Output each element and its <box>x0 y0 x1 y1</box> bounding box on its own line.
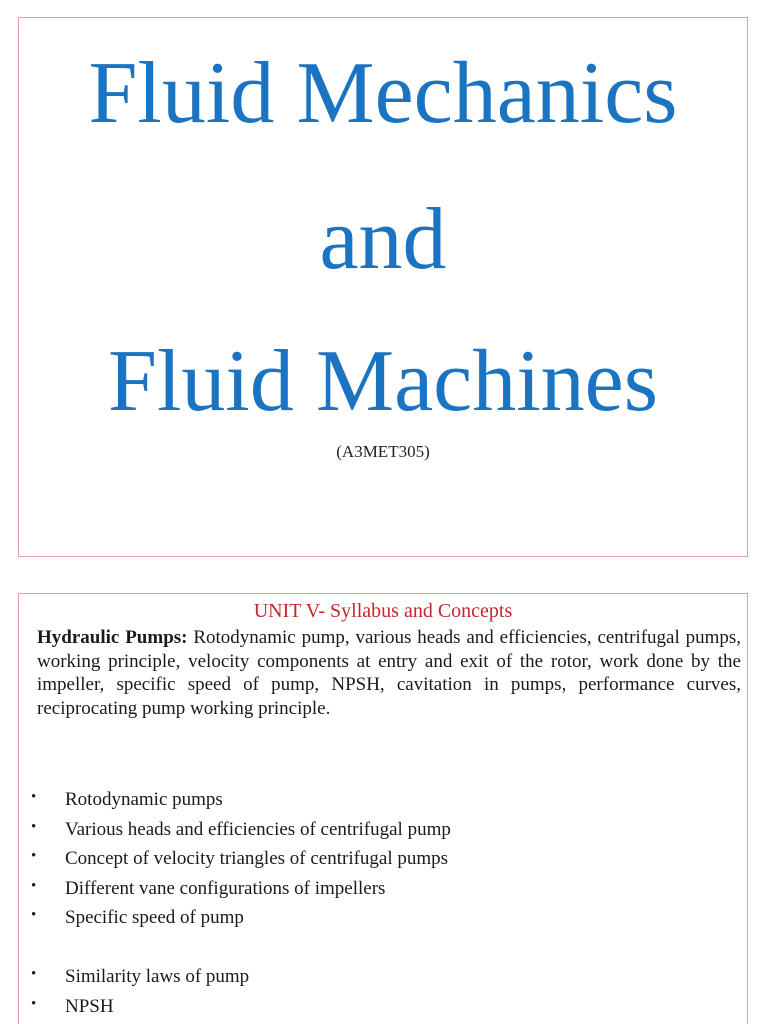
course-code: (A3MET305) <box>336 442 430 461</box>
bullet-icon: • <box>31 818 37 835</box>
list-item <box>31 789 737 819</box>
list-item <box>31 848 737 878</box>
title-line-and: and <box>319 191 447 288</box>
title-line-fluid-mechanics: Fluid Mechanics <box>88 45 678 142</box>
list-item <box>31 966 737 996</box>
list-item <box>31 996 737 1024</box>
list-item-text: Rotodynamic pumps <box>65 789 223 810</box>
bullet-icon: • <box>31 966 37 982</box>
title-line-fluid-machines: Fluid Machines <box>108 333 658 430</box>
list-item-text: Various heads and efficiencies of centrifugal pump <box>65 818 451 840</box>
bullet-icon: • <box>31 995 37 1012</box>
syllabus-intro <box>37 626 741 720</box>
list-item-text: Different vane configurations of impellers <box>65 877 386 899</box>
bullet-icon: • <box>31 907 37 923</box>
list-item-text: Concept of velocity triangles of centrifugal pumps <box>65 848 449 869</box>
bullet-icon: • <box>31 789 37 805</box>
list-item <box>31 907 737 937</box>
bullet-icon: • <box>31 877 37 894</box>
list-item <box>31 878 737 908</box>
bullet-icon: • <box>31 848 37 864</box>
intro-label: Hydraulic Pumps: <box>37 627 188 648</box>
list-item-text: Similarity laws of pump <box>65 966 250 987</box>
intro-text: Rotodynamic pump, various heads and efficiencies, centrifugal pumps, working principle, velocity components at entry and exit of the rotor, work done by the impeller, specific speed of pump, NPSH, cavitation in pumps, performance curves, reciprocating pump working principle. <box>37 627 742 719</box>
concept-list-primary <box>31 789 737 937</box>
list-item-text: Specific speed of pump <box>65 907 244 928</box>
syllabus-slide <box>18 593 748 1024</box>
title-slide <box>18 17 748 557</box>
unit-heading: UNIT V- Syllabus and Concepts <box>253 600 513 622</box>
concept-list-secondary <box>31 966 737 1024</box>
list-item <box>31 819 737 849</box>
list-item-text: NPSH <box>65 995 114 1017</box>
